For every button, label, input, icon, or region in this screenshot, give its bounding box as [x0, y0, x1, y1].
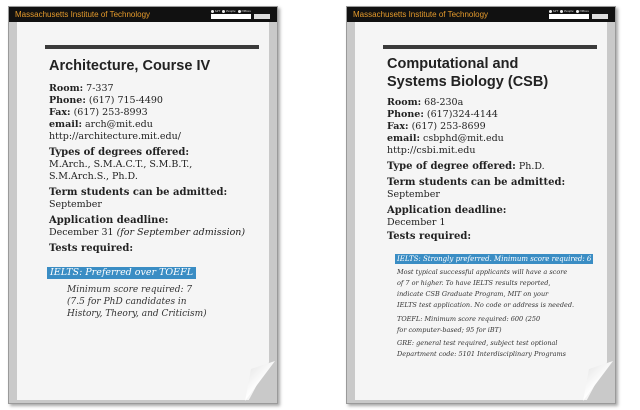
search-input[interactable]	[211, 14, 251, 19]
min-score-3: History, Theory, and Criticism)	[67, 309, 207, 319]
title-rule	[45, 45, 259, 49]
term-value: September	[387, 189, 440, 200]
search-button[interactable]	[254, 14, 270, 19]
gre-line-1: GRE: general test required, subject test optional	[397, 339, 558, 347]
scope-radio-people[interactable]: People	[222, 9, 235, 13]
site-title[interactable]: Massachusetts Institute of Technology	[15, 10, 151, 19]
tests-heading: Tests required:	[387, 231, 472, 242]
scope-radio-mit[interactable]: MIT	[549, 9, 558, 13]
scope-radio-offices[interactable]: Offices	[238, 9, 251, 13]
term-value: September	[49, 199, 102, 210]
deadline-value: December 1	[387, 217, 446, 228]
toefl-line-2: for computer-based; 95 for iBT)	[397, 326, 502, 334]
page-title-line-1: Computational and	[387, 56, 519, 72]
email-line: email: arch@mit.edu	[49, 119, 153, 130]
header-bar	[347, 7, 615, 22]
deadline-heading: Application deadline:	[49, 215, 169, 226]
deadline-heading: Application deadline:	[387, 205, 507, 216]
website-link[interactable]: http://architecture.mit.edu/	[49, 131, 181, 142]
title-rule	[383, 45, 597, 49]
header-bar	[9, 7, 277, 22]
email-link[interactable]: csbphd@mit.edu	[423, 133, 504, 144]
search-widget	[211, 9, 271, 20]
tests-heading: Tests required:	[49, 243, 134, 254]
search-scope-options	[211, 9, 251, 13]
page-title: Architecture, Course IV	[49, 58, 211, 74]
phone-line: Phone: (617) 715-4490	[49, 95, 163, 106]
search-button[interactable]	[592, 14, 608, 19]
website-link[interactable]: http://csbi.mit.edu	[387, 145, 476, 156]
paper-sheet	[17, 22, 269, 400]
ielts-note-3: indicate CSB Graduate Program, MIT on your	[397, 290, 549, 298]
degree-line: Type of degree offered: Ph.D.	[387, 161, 545, 172]
room-line: Room: 7-337	[49, 83, 114, 94]
ielts-highlight: IELTS: Preferred over TOEFL	[47, 267, 196, 279]
term-heading: Term students can be admitted:	[49, 187, 228, 198]
fax-line: Fax: (617) 253-8993	[49, 107, 148, 118]
document-page-architecture	[8, 6, 278, 404]
deadline-value: December 31 (for September admission)	[49, 227, 246, 238]
email-line: email: csbphd@mit.edu	[387, 133, 504, 144]
document-page-csb	[346, 6, 616, 404]
degrees-line-1: M.Arch., S.M.A.C.T., S.M.B.T.,	[49, 159, 193, 170]
ielts-note-2: of 7 or higher. To have IELTS results reported,	[397, 279, 551, 287]
fax-line: Fax: (617) 253-8699	[387, 121, 486, 132]
ielts-note-4: IELTS test application. No code or address is needed.	[397, 301, 575, 309]
phone-line: Phone: (617)324-4144	[387, 109, 498, 120]
search-scope-options	[549, 9, 589, 13]
term-heading: Term students can be admitted:	[387, 177, 566, 188]
scope-radio-people[interactable]: People	[560, 9, 573, 13]
ielts-note-1: Most typical successful applicants will have a score	[397, 268, 568, 276]
room-line: Room: 68-230a	[387, 97, 464, 108]
scope-radio-offices[interactable]: Offices	[576, 9, 589, 13]
scope-radio-mit[interactable]: MIT	[211, 9, 220, 13]
page-title-line-2: Systems Biology (CSB)	[387, 74, 549, 90]
search-widget	[549, 9, 609, 20]
degrees-heading: Types of degrees offered:	[49, 147, 190, 158]
gre-line-2: Department code: 5101 Interdisciplinary Programs	[397, 350, 566, 358]
toefl-line-1: TOEFL: Minimum score required: 600 (250	[397, 315, 541, 323]
search-input[interactable]	[549, 14, 589, 19]
email-link[interactable]: arch@mit.edu	[85, 119, 153, 130]
min-score-1: Minimum score required: 7	[67, 285, 193, 295]
site-title[interactable]: Massachusetts Institute of Technology	[353, 10, 489, 19]
ielts-highlight: IELTS: Strongly preferred. Minimum score required: 6	[397, 255, 592, 263]
degrees-line-2: S.M.Arch.S., Ph.D.	[49, 171, 138, 182]
min-score-2: (7.5 for PhD candidates in	[67, 297, 187, 307]
